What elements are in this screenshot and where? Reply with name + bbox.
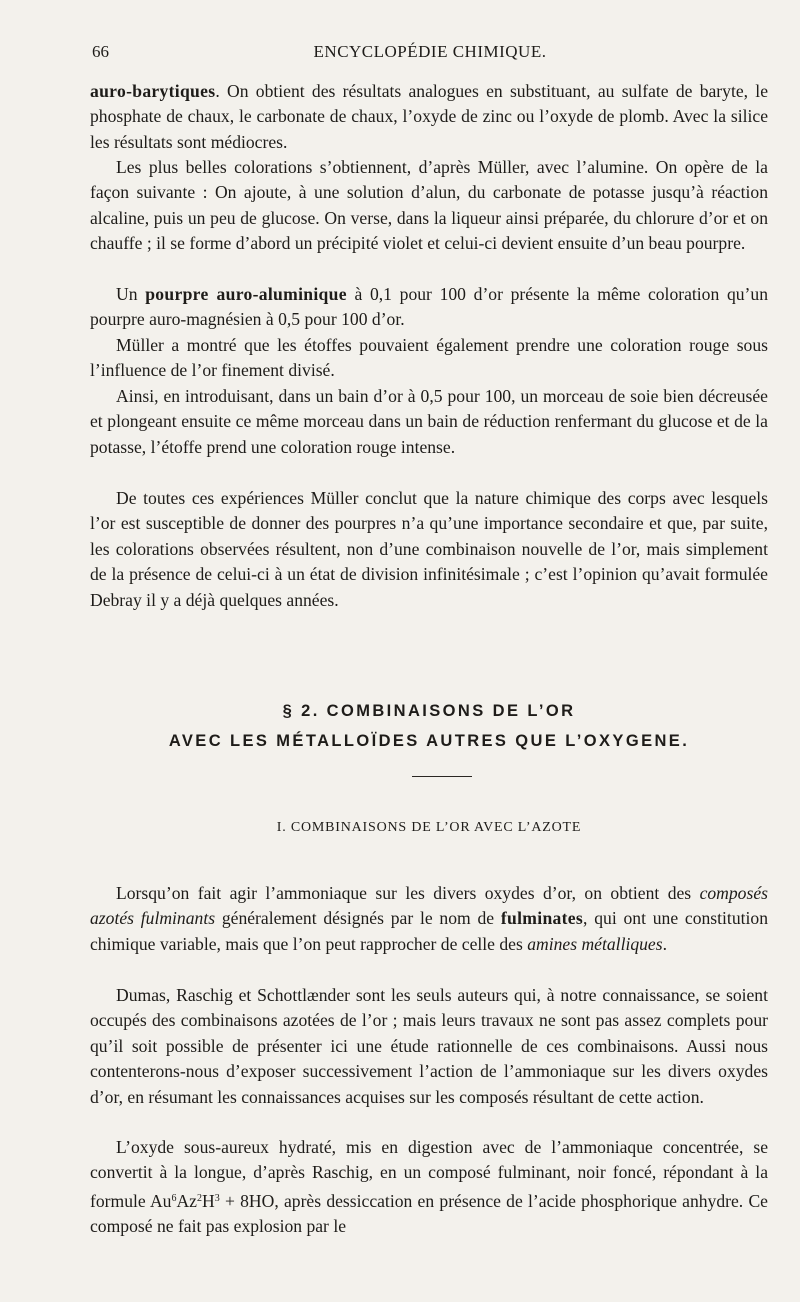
paragraph-text: . [662,933,667,954]
paragraph-oxyde-sous-aureux [90,1135,768,1240]
paragraph-auro-barytiques [90,79,768,155]
italic-amines-metalliques: amines métalliques [527,933,663,954]
paragraph-text: à 0,1 pour 100 d’or présente la même coloration qu’un pourpre auro-magnésien à 0,5 pour 100 d’or. [90,284,768,330]
paragraph-soie [90,384,768,460]
paragraph-pourpre-auro-aluminique [90,282,768,333]
paragraph-text: Les plus belles colorations s’obtiennent, d’après Müller, avec l’alumine. On opère de la façon suivante : On ajoute, à une solution d’alun, du carbonate de potasse jusqu’à réaction alcaline, puis un peu de glucose. On verse, dans la liqueur ainsi préparée, du chlorure d’or et on chauffe ; il se forme d’abord un précipité violet et celui-ci devient ensuite d’un beau pourpre. [90,157,768,254]
paragraph-text: . On obtient des résultats analogues en substituant, au sulfate de baryte, le phosphate de chaux, le carbonate de chaux, l’oxyde de zinc ou l’oxyde de plomb. Avec la silice les résultats sont médiocres. [90,81,768,152]
running-title: ENCYCLOPÉDIE CHIMIQUE. [313,42,547,61]
paragraph-text: , qui ont une constitution chimique variable, mais que l’on peut rapprocher de celle des [90,908,768,954]
paragraph-text: Dumas, Raschig et Schottlænder sont les seuls auteurs qui, à notre connaissance, se soient occupés des combinaisons azotées de l’or ; mais leurs travaux ne sont pas assez complets pour qu’il soit possible de présenter ici une étude rationnelle de ces combinaisons. Aussi nous contenterons-nous d’exposer successivement l’action de l’ammoniaque sur les divers oxydes d’or, en résumant les connaissances acquises sur les composés résultant de cette action. [90,985,768,1107]
section-heading-line-2: AVEC LES MÉTALLOÏDES AUTRES QUE L’OXYGENE. [168,732,690,750]
paragraph-text: + 8HO, après dessiccation en présence de l’acide phosphorique anhydre. Ce composé ne fait pas explosion par le [90,1190,768,1237]
paragraph-text: Lorsqu’on fait agir l’ammoniaque sur les divers oxydes d’or, on obtient des [116,883,700,903]
formula-superscript: 3 [214,1192,220,1204]
paragraph-fulminates [90,881,768,957]
formula-superscript: 2 [196,1192,202,1204]
paragraph-conclusion-muller [90,486,768,613]
subsection-heading: I. COMBINAISONS DE L’OR AVEC L’AZOTE [276,820,582,835]
paragraph-text: Müller a montré que les étoffes pouvaient également prendre une coloration rouge sous l’influence de l’or finement divisé. [90,335,768,381]
section-heading-line-1: § 2. COMBINAISONS DE L’OR [282,702,576,720]
term-auro-barytiques: auro-barytiques [90,81,216,101]
page-number: 66 [92,42,109,61]
paragraph-alumine [90,155,768,257]
section-divider [412,776,472,777]
term-pourpre-auro-aluminique: pourpre auro-aluminique [145,284,347,304]
paragraph-text: Un [116,284,146,304]
paragraph-etoffes [90,333,768,384]
paragraph-text: De toutes ces expériences Müller conclut que la nature chimique des corps avec lesquels l’or est susceptible de donner des pourpres n’a qu’une importance secondaire et que, par suite, les colorations observées résultent, non d’une combinaison nouvelle de l’or, mais simplement de la présence de celui-ci à un état de division infinitésimale ; c’est l’opinion qu’avait formulée Debray il y a déjà quelques années. [90,488,768,610]
formula-superscript: 6 [171,1192,177,1204]
page-header [92,42,768,66]
italic-composes-azotes: composés azotés fulminants [90,883,768,929]
formula-part: H [201,1190,215,1211]
term-fulminates: fulminates [500,908,584,929]
paragraph-text: Ainsi, en introduisant, dans un bain d’or à 0,5 pour 100, un morceau de soie bien décreusée et plongeant ensuite ce même morceau dans un bain de réduction renfermant du glucose et de la potasse, l’étoffe prend une coloration rouge intense. [90,386,768,457]
paragraph-text: L’oxyde sous-aureux hydraté, mis en digestion avec de l’ammoniaque concentrée, se convertit à la longue, d’après Raschig, en un composé fulminant, noir foncé, répondant à la formule Au [90,1137,768,1211]
paragraph-auteurs [90,983,768,1110]
paragraph-text: généralement désignés par le nom de [215,908,501,929]
formula-part: Az [176,1190,197,1211]
